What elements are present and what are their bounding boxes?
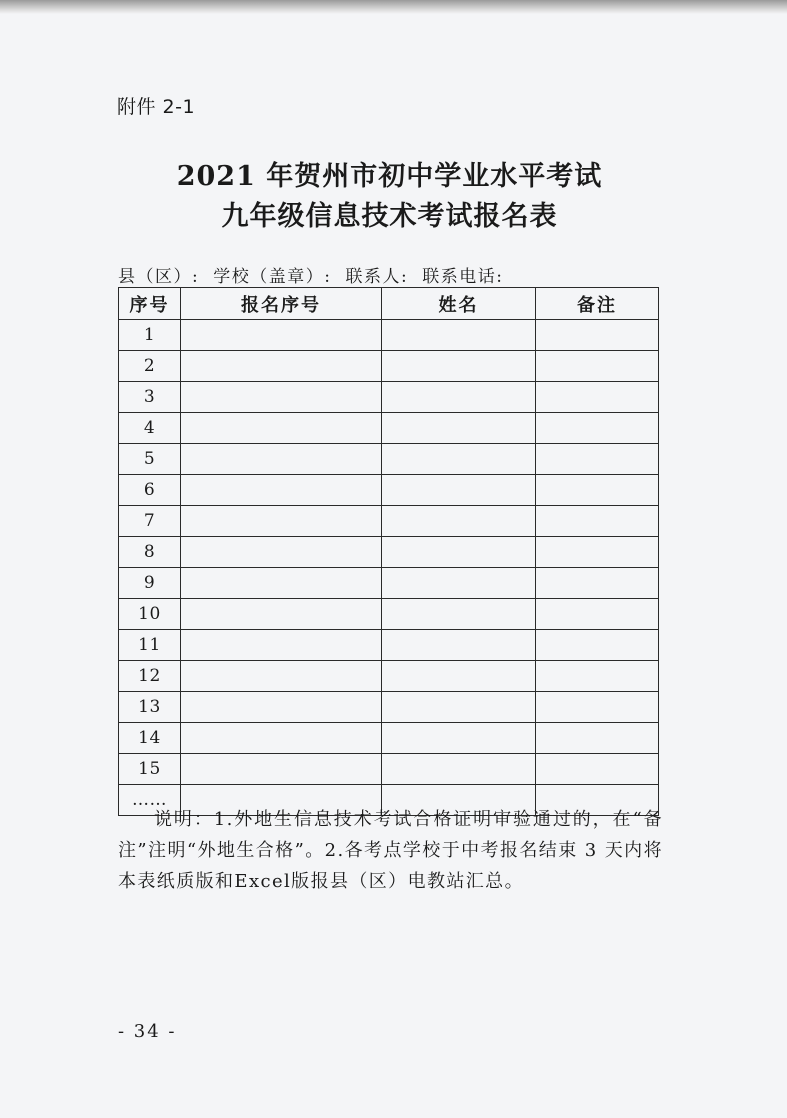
page-number: - 34 -	[118, 1021, 177, 1042]
name-cell	[382, 444, 536, 475]
county-label: 县（区）:	[118, 267, 200, 287]
name-cell	[382, 351, 536, 382]
remark-cell	[536, 351, 659, 382]
registration-table	[118, 287, 659, 816]
row-seq: 1	[119, 320, 181, 351]
remark-cell	[536, 444, 659, 475]
row-seq: 10	[119, 599, 181, 630]
header-remark: 备注	[536, 288, 659, 320]
name-cell	[382, 320, 536, 351]
header-reg-no: 报名序号	[181, 288, 382, 320]
remark-cell	[536, 506, 659, 537]
table-row	[119, 413, 659, 444]
name-cell	[382, 630, 536, 661]
name-cell	[382, 413, 536, 444]
table-row	[119, 661, 659, 692]
name-cell	[382, 382, 536, 413]
reg-no-cell	[181, 444, 382, 475]
name-cell	[382, 475, 536, 506]
row-seq: 14	[119, 723, 181, 754]
reg-no-cell	[181, 754, 382, 785]
table-row	[119, 568, 659, 599]
reg-no-cell	[181, 723, 382, 754]
table-row	[119, 320, 659, 351]
title-line-2: 九年级信息技术考试报名表	[221, 201, 558, 232]
table-row	[119, 444, 659, 475]
row-seq: 11	[119, 630, 181, 661]
reg-no-cell	[181, 475, 382, 506]
name-cell	[382, 568, 536, 599]
header-seq: 序号	[119, 288, 181, 320]
row-seq: 8	[119, 537, 181, 568]
table-row	[119, 506, 659, 537]
name-cell	[382, 506, 536, 537]
remark-cell	[536, 320, 659, 351]
reg-no-cell	[181, 661, 382, 692]
title-line-1: 2021 年贺州市初中学业水平考试	[176, 161, 603, 192]
reg-no-cell	[181, 630, 382, 661]
table-row	[119, 475, 659, 506]
remark-cell	[536, 599, 659, 630]
name-cell	[382, 754, 536, 785]
remark-cell	[536, 537, 659, 568]
remark-cell	[536, 630, 659, 661]
table-row	[119, 537, 659, 568]
explanation-note	[118, 804, 663, 897]
phone-label: 联系电话:	[422, 267, 504, 287]
remark-cell	[536, 568, 659, 599]
name-cell	[382, 723, 536, 754]
reg-no-cell	[181, 351, 382, 382]
table-row	[119, 630, 659, 661]
remark-cell	[536, 692, 659, 723]
reg-no-cell	[181, 382, 382, 413]
attachment-label: 附件 2-1	[117, 96, 196, 118]
reg-no-cell	[181, 413, 382, 444]
table-header-row	[119, 288, 659, 320]
remark-cell	[536, 754, 659, 785]
row-seq: 3	[119, 382, 181, 413]
row-seq: 5	[119, 444, 181, 475]
remark-cell	[536, 475, 659, 506]
name-cell	[382, 537, 536, 568]
name-cell	[382, 692, 536, 723]
reg-no-cell	[181, 537, 382, 568]
reg-no-cell	[181, 320, 382, 351]
table-row	[119, 351, 659, 382]
remark-cell	[536, 723, 659, 754]
row-seq: 6	[119, 475, 181, 506]
info-line	[118, 262, 517, 287]
table-row	[119, 754, 659, 785]
row-seq: 15	[119, 754, 181, 785]
row-seq: 7	[119, 506, 181, 537]
remark-cell	[536, 661, 659, 692]
name-cell	[382, 599, 536, 630]
table-row	[119, 723, 659, 754]
table-row	[119, 382, 659, 413]
reg-no-cell	[181, 692, 382, 723]
contact-label: 联系人:	[345, 267, 409, 287]
note-text: 说明：1.外地生信息技术考试合格证明审验通过的，在“备注”注明“外地生合格”。2.各考点学校于中考报名结束 3 天内将本表纸质版和Excel版报县（区）电教站汇总。	[118, 809, 663, 892]
reg-no-cell	[181, 506, 382, 537]
reg-no-cell	[181, 568, 382, 599]
row-seq: ……	[119, 785, 181, 816]
table-row	[119, 599, 659, 630]
name-cell	[382, 661, 536, 692]
remark-cell	[536, 382, 659, 413]
scan-top-edge	[0, 0, 787, 14]
school-label: 学校（盖章）:	[213, 267, 332, 287]
row-seq: 4	[119, 413, 181, 444]
table-row	[119, 692, 659, 723]
row-seq: 9	[119, 568, 181, 599]
row-seq: 2	[119, 351, 181, 382]
row-seq: 12	[119, 661, 181, 692]
reg-no-cell	[181, 599, 382, 630]
remark-cell	[536, 413, 659, 444]
header-name: 姓名	[382, 288, 536, 320]
row-seq: 13	[119, 692, 181, 723]
